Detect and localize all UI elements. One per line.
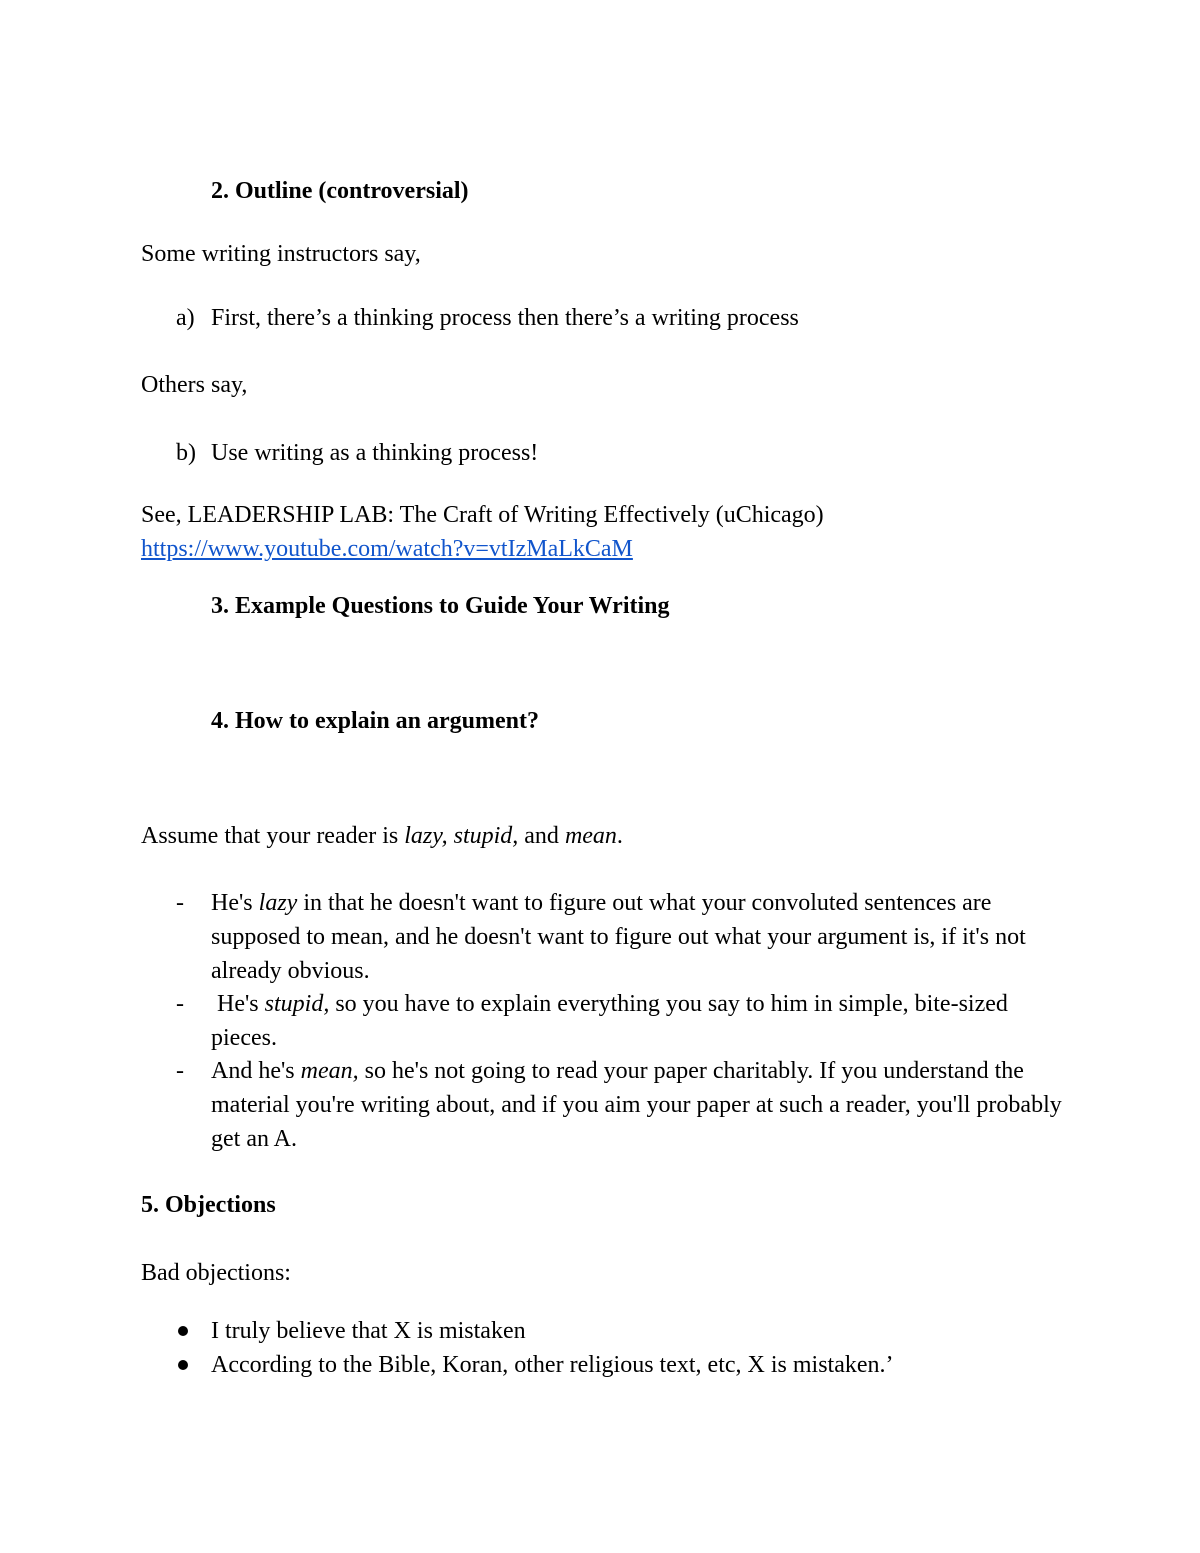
see-reference: See, LEADERSHIP LAB: The Craft of Writing Effectively (uChicago) [141,502,824,528]
assume-text-pre: Assume that your reader is [141,823,405,849]
bullet-emphasis: lazy [258,890,298,916]
objection-item: I truly believe that X is mistaken [211,1318,526,1344]
bullet-text-post: so he's not going to read your paper charitably. If you understand the material you're writing about, and if you aim your paper at such a reader, you'll probably get an A. [211,1058,1062,1152]
list-item [211,987,1071,1055]
assume-mean: mean [564,823,617,849]
argument-heading: 4. How to explain an argument? [211,708,540,734]
bullet-text-post: so you have to explain everything you say to him in simple, bite-sized pieces. [211,991,1008,1051]
assume-sentence [141,819,623,853]
questions-heading: 3. Example Questions to Guide Your Writing [211,593,670,619]
list-item [211,1054,1071,1156]
assume-and: and [518,823,565,849]
objections-intro: Bad objections: [141,1260,291,1286]
objection-item: According to the Bible, Koran, other religious text, etc, X is mistaken.’ [211,1352,894,1378]
outline-others: Others say, [141,372,248,398]
bullet-dot-icon [178,1326,188,1336]
bullet-dot-icon [178,1360,188,1370]
outline-heading: 2. Outline (controversial) [211,178,469,204]
assume-lazy-stupid: lazy, stupid, [404,823,519,849]
assume-end: . [616,823,623,849]
list-marker-a: a) [176,305,195,331]
dash-marker: - [176,890,184,916]
list-marker-b: b) [176,440,196,466]
bullet-emphasis: mean, [300,1058,359,1084]
list-item [211,886,1071,988]
outline-item-b: Use writing as a thinking process! [211,440,539,466]
bullet-emphasis: stupid, [264,991,330,1017]
objections-heading: 5. Objections [141,1192,276,1218]
outline-intro: Some writing instructors say, [141,241,421,267]
youtube-link[interactable]: https://www.youtube.com/watch?v=vtIzMaLkCaM [141,536,633,562]
dash-marker: - [176,991,184,1017]
bullet-text-post: in that he doesn't want to figure out what your convoluted sentences are supposed to mean, and he doesn't want to figure out what your argument is, if it's not already obvious. [211,890,1026,984]
bullet-text-pre: He's [211,890,259,916]
reference-link-line [141,532,633,566]
dash-marker: - [176,1058,184,1084]
outline-item-a: First, there’s a thinking process then there’s a writing process [211,305,799,331]
bullet-text-pre: And he's [211,1058,301,1084]
bullet-text-pre: He's [211,991,265,1017]
